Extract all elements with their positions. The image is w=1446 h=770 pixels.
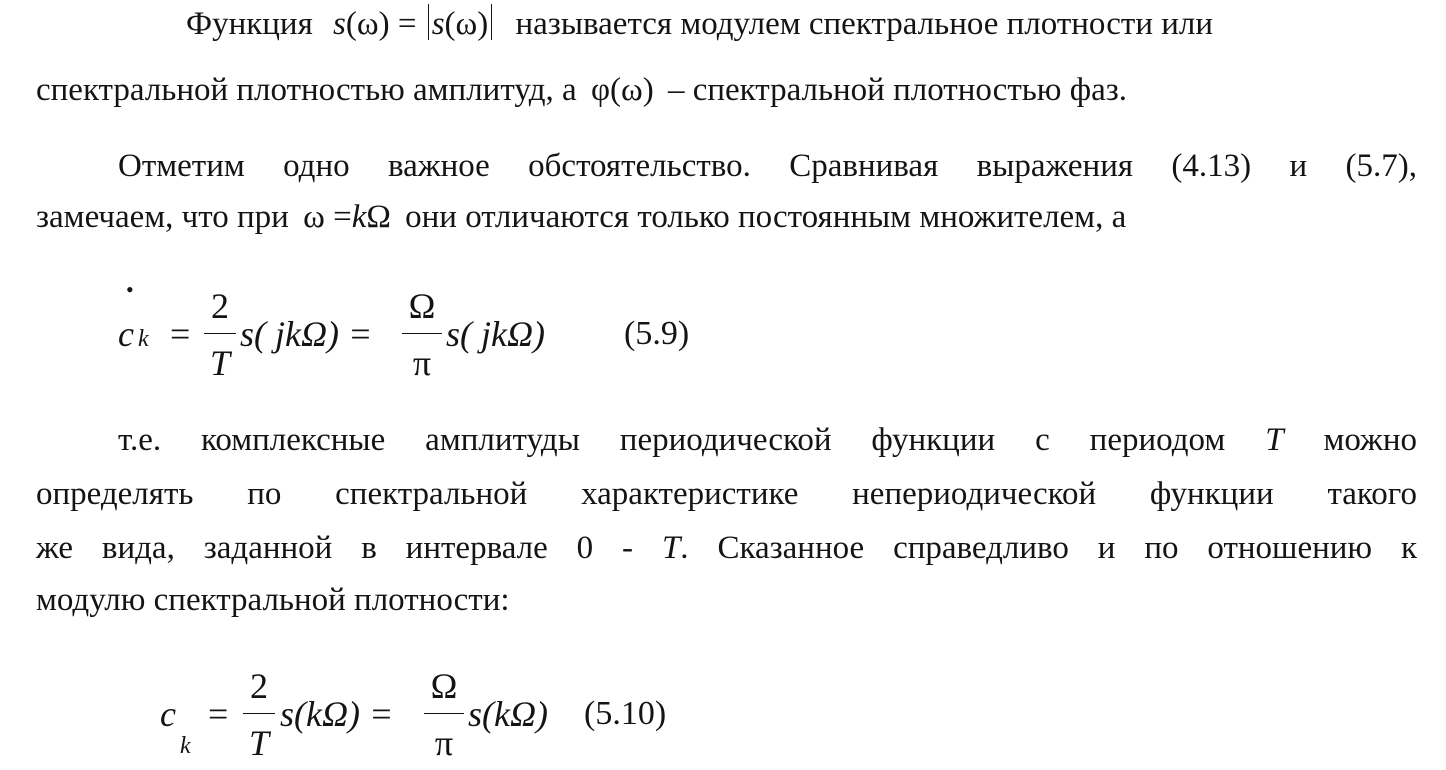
fraction-denominator: π [434, 723, 454, 763]
fraction-numerator: Ω [408, 286, 436, 326]
expr-s-kOmega: s(kΩ) = [280, 694, 394, 734]
fraction-bar [424, 713, 464, 714]
s-symbol: s [333, 6, 346, 42]
para2-line1 [118, 146, 1417, 186]
fraction-numerator: Ω [430, 666, 458, 706]
para3-line2 [36, 474, 1417, 514]
k-subscript: k [138, 326, 149, 352]
omega-paren-abs: (ω) [444, 6, 489, 42]
fraction-numerator: 2 [250, 666, 268, 706]
k-subscript: k [180, 733, 191, 759]
para1-line2 [36, 70, 1417, 110]
s-symbol-abs: s [431, 6, 445, 42]
equation-number: (5.10) [584, 695, 667, 732]
para2-line2 [36, 197, 1417, 237]
fraction-bar [243, 713, 275, 714]
omega-paren: (ω) [345, 6, 390, 42]
phi-omega: φ(ω) [590, 72, 654, 108]
para3-line2-text: определять по спектральной характеристике непериодической функции такого [36, 476, 1417, 512]
para1-line2-b: – спектральной плотностью фаз. [667, 72, 1128, 108]
para3-line1 [118, 420, 1417, 460]
para3-line1-a: т.е. комплексные амплитуды периодической функции с периодом [118, 422, 1226, 458]
fraction-bar [402, 333, 442, 334]
para3-line3-b: . Сказанное справедливо и по отношению к [680, 530, 1417, 566]
para3-line3 [36, 528, 1417, 568]
equals-sign: = [170, 314, 191, 354]
defined-as-text: называется модулем спектральное плотности или [515, 6, 1214, 42]
fraction-bar [204, 333, 236, 334]
equals-sign: = [208, 694, 229, 734]
fraction-denominator: T [248, 723, 270, 763]
c-symbol: c [118, 314, 134, 354]
para2-line2-b: они отличаются только постоянным множителем, а [405, 199, 1127, 235]
para2-line2-a: замечаем, что при [36, 199, 289, 235]
para1-line2-a: спектральной плотностью амплитуд, а [36, 72, 577, 108]
fraction-denominator: π [412, 343, 432, 383]
fraction-denominator: T [209, 343, 231, 383]
expr-s-jkOmega: s( jkΩ) = [240, 314, 373, 354]
expr-s-kOmega: s(kΩ) [468, 694, 548, 734]
equals-sign: = [333, 199, 352, 235]
equation-number: (5.9) [624, 315, 690, 352]
word-function: Функция [186, 6, 313, 42]
abs-bar-right [491, 4, 492, 40]
abs-bar-left [428, 4, 429, 40]
para3-line3-a: же вида, заданной в интервале 0 - [36, 530, 634, 566]
para3-line4-text: модулю спектральной плотности: [36, 582, 510, 618]
expr-s-jkOmega: s( jkΩ) [446, 314, 545, 354]
para3-line1-b: можно [1323, 422, 1418, 458]
para2-line1-text: Отметим одно важное обстоятельство. Сравнивая выражения (4.13) и (5.7), [118, 148, 1417, 184]
para3-line4 [36, 580, 1417, 620]
period-T: T [1265, 422, 1284, 458]
omega-symbol: ω [303, 199, 325, 235]
k-symbol: k [351, 199, 367, 235]
dot-accent: • [126, 277, 134, 302]
big-omega-symbol: Ω [366, 199, 391, 235]
para1-line1 [186, 4, 1417, 44]
equals-sign: = [397, 6, 417, 42]
fraction-numerator: 2 [211, 286, 229, 326]
c-symbol: c [160, 694, 176, 734]
interval-T: T [661, 530, 681, 566]
